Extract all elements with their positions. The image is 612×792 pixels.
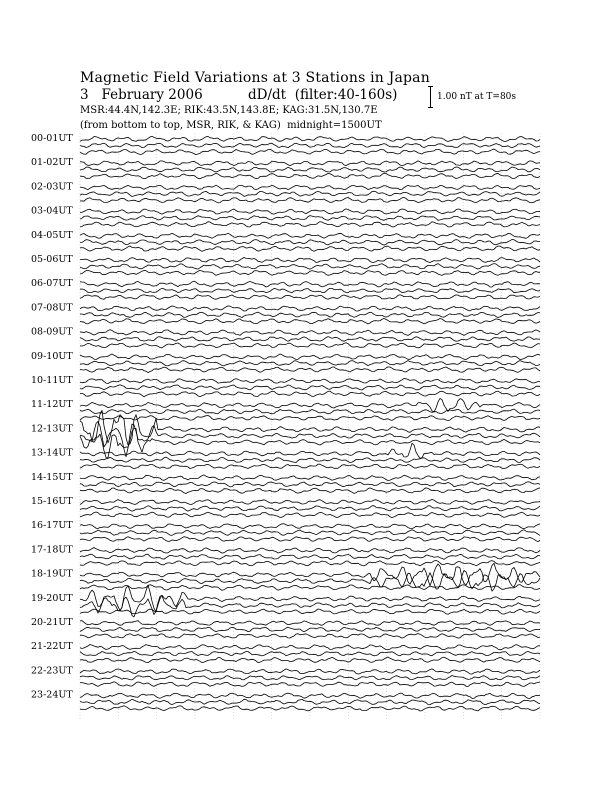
trace-rik-16-17ut xyxy=(80,530,540,536)
hour-label: 16-17UT xyxy=(31,520,73,532)
hour-label: 17-18UT xyxy=(31,544,73,556)
trace-rik-17-18ut xyxy=(80,554,540,559)
hour-label: 06-07UT xyxy=(31,278,73,290)
hour-label: 07-08UT xyxy=(31,302,73,314)
grid-layer xyxy=(80,133,540,720)
hour-label-layer xyxy=(31,133,73,701)
hour-label: 14-15UT xyxy=(31,471,73,483)
trace-kag-20-21ut xyxy=(80,621,540,626)
hour-label: 21-22UT xyxy=(31,641,73,653)
component-label: dD/dt xyxy=(248,87,287,103)
filter-label: (filter:40-160s) xyxy=(294,87,398,103)
hour-label: 23-24UT xyxy=(31,689,73,701)
hour-label: 10-11UT xyxy=(31,375,73,386)
hour-label: 09-10UT xyxy=(31,350,73,362)
hour-label: 15-16UT xyxy=(31,496,73,507)
date-day: 3 xyxy=(80,87,89,103)
trace-msr-11-12ut xyxy=(80,416,540,421)
trace-msr-15-16ut xyxy=(80,512,540,518)
hour-label: 20-21UT xyxy=(31,617,73,628)
trace-rik-15-16ut xyxy=(80,506,540,512)
hour-label: 04-05UT xyxy=(31,229,73,241)
hour-label: 22-23UT xyxy=(31,665,73,677)
trace-kag-01-02ut xyxy=(80,161,540,166)
hour-label: 00-01UT xyxy=(31,133,73,144)
trace-layer xyxy=(80,136,540,711)
hour-label: 03-04UT xyxy=(31,205,73,217)
trace-kag-16-17ut xyxy=(80,524,540,529)
hour-label: 11-12UT xyxy=(31,399,73,411)
hour-label: 19-20UT xyxy=(31,592,73,604)
hour-label: 13-14UT xyxy=(31,447,73,459)
hour-label: 12-13UT xyxy=(31,423,73,435)
scale-bar-label: 1.00 nT at T=80s xyxy=(437,92,517,102)
hour-label: 01-02UT xyxy=(31,157,73,169)
date-month-year: February 2006 xyxy=(101,87,203,103)
trace-msr-14-15ut xyxy=(80,488,540,494)
hour-label: 18-19UT xyxy=(31,568,73,580)
chart-title: Magnetic Field Variations at 3 Stations in Japan xyxy=(80,70,430,86)
order-label: (from bottom to top, MSR, RIK, & KAG) xyxy=(80,120,281,131)
midnight-label: midnight=1500UT xyxy=(287,120,382,131)
trace-kag-03-04ut xyxy=(80,209,540,214)
hour-label: 05-06UT xyxy=(31,254,73,265)
stations-line: MSR:44.4N,142.3E; RIK:43.5N,143.8E; KAG:31.5N,130.7E xyxy=(80,105,378,116)
hour-label: 02-03UT xyxy=(31,181,73,193)
hour-label: 08-09UT xyxy=(31,326,73,338)
